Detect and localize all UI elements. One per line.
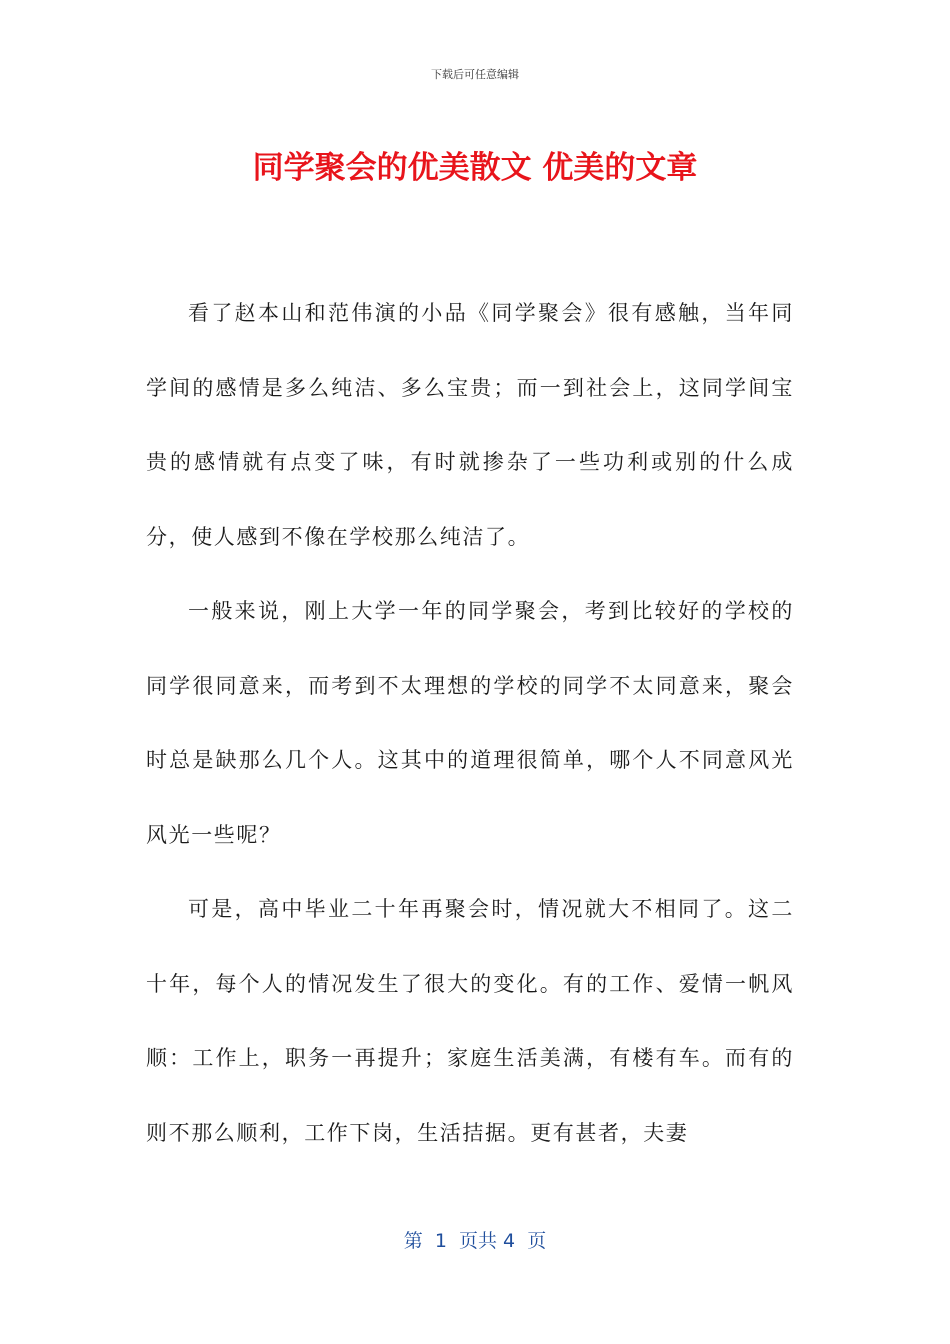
paragraph-3: 可是，高中毕业二十年再聚会时，情况就大不相同了。这二十年，每个人的情况发生了很大的变化。有的工作、爱情一帆风顺：工作上，职务一再提升；家庭生活美满，有楼有车。而有的则不那么顺利，工作下岗，生活拮据。更有甚者，夫妻	[146, 897, 794, 1145]
paragraph-2: 一般来说，刚上大学一年的同学聚会，考到比较好的学校的同学很同意来，而考到不太理想的学校的同学不太同意来，聚会时总是缺那么几个人。这其中的道理很简单，哪个人不同意风光风光一些呢？	[146, 599, 794, 847]
header-note: 下载后可任意编辑	[431, 68, 519, 81]
document-title: 同学聚会的优美散文 优美的文章	[252, 150, 698, 186]
page-number-footer: 第 1 页共 4 页	[403, 1230, 547, 1252]
document-body	[146, 276, 794, 1170]
paragraph-1: 看了赵本山和范伟演的小品《同学聚会》很有感触，当年同学间的感情是多么纯洁、多么宝贵；而一到社会上，这同学间宝贵的感情就有点变了味，有时就掺杂了一些功利或别的什么成分，使人感到不像在学校那么纯洁了。	[146, 301, 794, 549]
